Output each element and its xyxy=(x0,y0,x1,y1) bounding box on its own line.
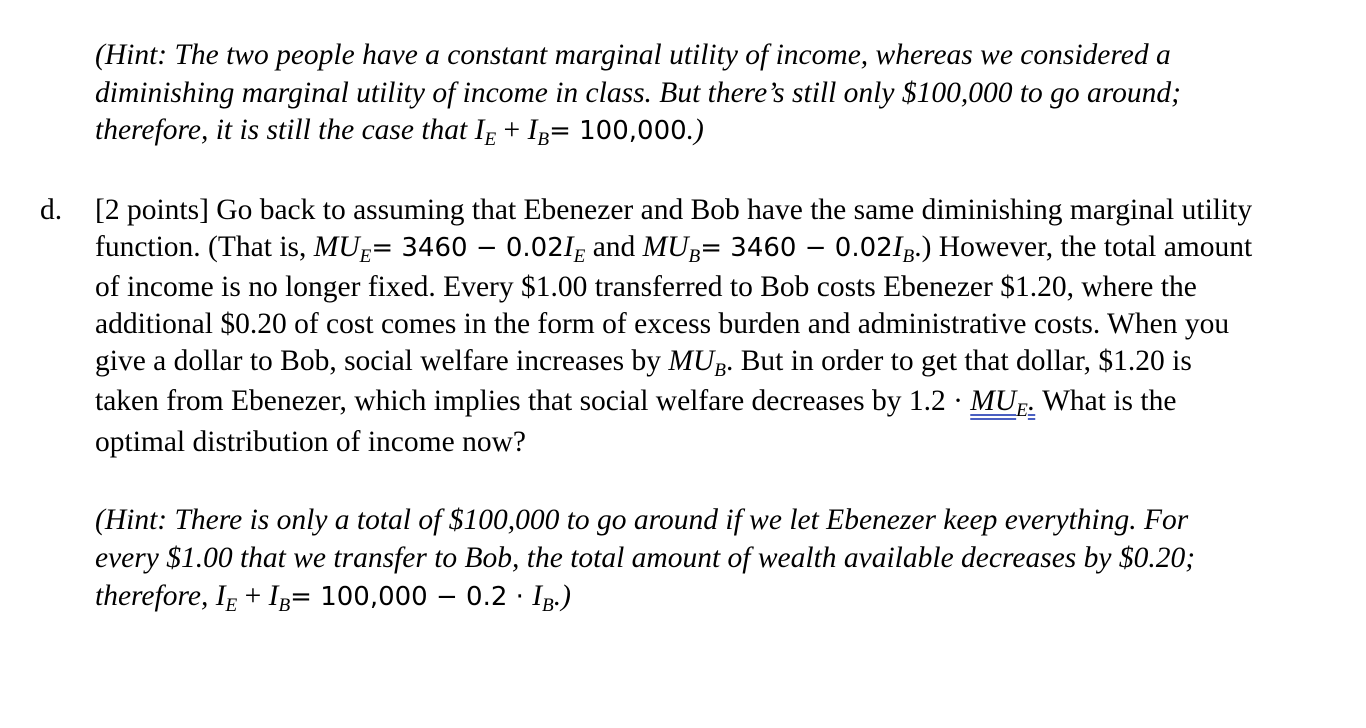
hint2-line2: every $1.00 that we transfer to Bob, the total amount of wealth available decreases by $0.20; xyxy=(95,542,1196,574)
question-line3: of income is no longer fixed. Every $1.00 transferred to Bob costs Ebenezer $1.20, where the xyxy=(95,271,1197,303)
hint1-var-ib: $I_B$ xyxy=(527,114,550,150)
hint1-line3-text: therefore, it is still the case that xyxy=(95,114,475,146)
hint2-line1: (Hint: There is only a total of $100,000 to go around if we let Ebenezer keep everything. For xyxy=(95,504,1189,536)
hint1-line2: diminishing marginal utility of income in class. But there’s still only $100,000 to go around; xyxy=(95,77,1181,109)
hint1-equation-value: = 100,000 xyxy=(549,116,687,146)
question-line1: [2 points] Go back to assuming that Ebenezer and Bob have the same diminishing marginal utility xyxy=(95,194,1253,226)
question-line6: taken from Ebenezer, which implies that social welfare decreases by $1.2 \cdot MU_E$. What is the xyxy=(95,385,1177,421)
mu-b-inline: $MU_B$ xyxy=(668,345,726,381)
hint1-line1: (Hint: The two people have a constant marginal utility of income, whereas we considered a xyxy=(95,39,1171,71)
mu-e: $MU_E$ xyxy=(313,231,372,267)
hint2-equation: = 100,000 − 0.2 · xyxy=(290,582,533,612)
hint2-var-ie: $I_E$ xyxy=(215,580,238,616)
mu-b: $MU_B$ xyxy=(642,231,701,267)
hint1-var-ie: $I_E$ xyxy=(474,114,497,150)
hint2-line3: therefore, $I_E + I_B= 100,000 - 0.2 \cdot I_B$.) xyxy=(95,580,571,616)
hint2-var-ib: $I_B$ xyxy=(268,580,291,616)
question-label: d. xyxy=(40,194,63,226)
question-line7: optimal distribution of income now? xyxy=(95,426,526,458)
question-line2: function. (That is, $MU_E= 3460 - 0.02I_E$ and $MU_B= 3460 - 0.02I_B$.) However, the total amount xyxy=(95,231,1253,267)
question-line5: give a dollar to Bob, social welfare increases by $MU_B$. But in order to get that dollar, $1.20 is xyxy=(95,345,1192,381)
mu-e-underlined: $MU_E$. xyxy=(970,385,1036,421)
hint1-line3: therefore, it is still the case that $I_E + I_B= 100,000$.) xyxy=(95,114,704,150)
question-line4: additional $0.20 of cost comes in the form of excess burden and administrative costs. When you xyxy=(95,308,1230,340)
